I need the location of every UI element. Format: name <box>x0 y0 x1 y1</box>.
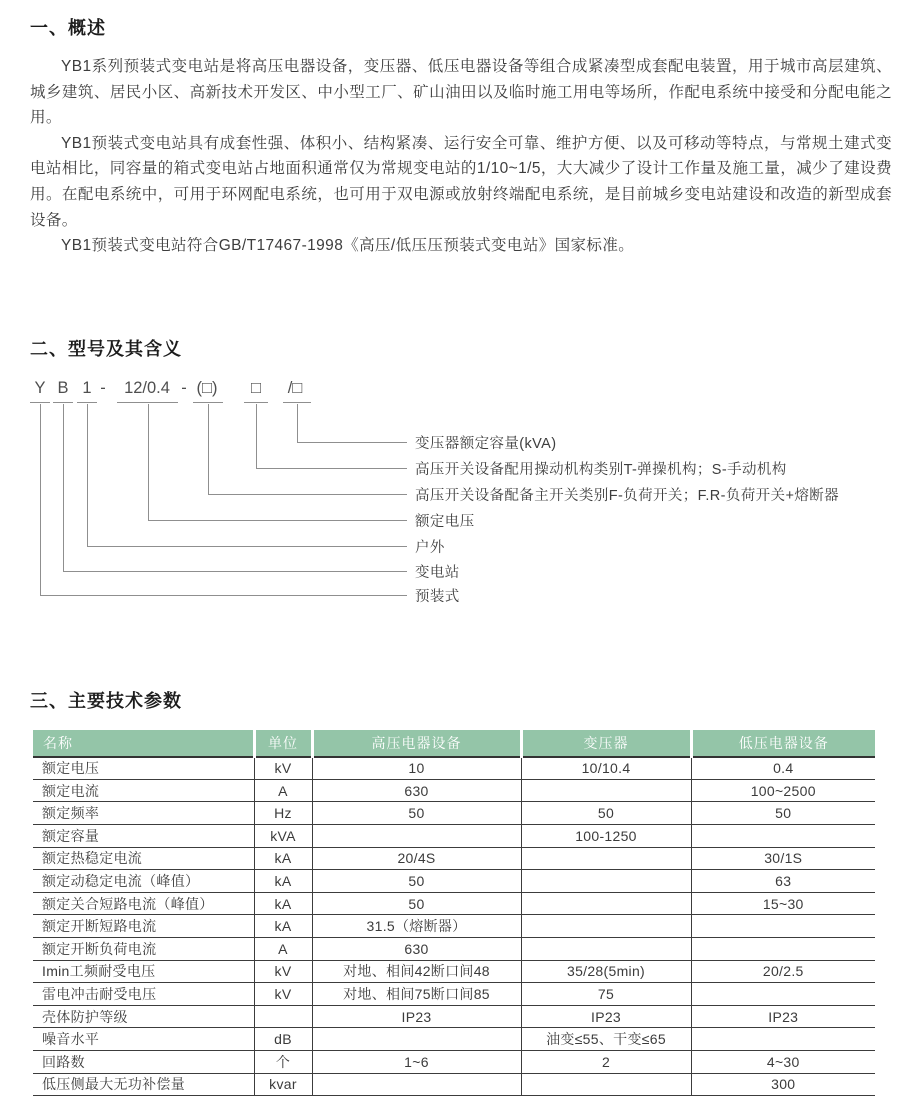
parameter-value-cell: 油变≤55、干变≤65 <box>521 1028 691 1051</box>
table-row <box>33 870 875 893</box>
parameter-name-cell: 低压侧最大无功补偿量 <box>33 1073 254 1096</box>
model-code-segment: - <box>100 378 106 397</box>
branch-line-horizontal <box>256 468 407 469</box>
branch-line-vertical <box>208 404 209 494</box>
parameter-name-cell: 壳体防护等级 <box>33 1005 254 1028</box>
parameter-value-cell: kV <box>254 960 312 983</box>
model-code-segment: □ <box>251 378 261 397</box>
parameter-value-cell: A <box>254 938 312 961</box>
table-row <box>33 847 875 870</box>
parameter-value-cell: 50 <box>312 802 521 825</box>
parameter-value-cell <box>691 938 875 961</box>
code-segment-underline <box>53 402 73 403</box>
branch-line-vertical <box>256 404 257 468</box>
parameter-value-cell: kvar <box>254 1073 312 1096</box>
parameter-name-cell: 额定容量 <box>33 825 254 848</box>
model-code-segment: B <box>57 378 69 397</box>
parameters-table <box>33 730 875 1096</box>
table-header-row <box>33 730 875 757</box>
parameter-value-cell: IP23 <box>521 1005 691 1028</box>
table-row <box>33 960 875 983</box>
parameter-name-cell: 雷电冲击耐受电压 <box>33 983 254 1006</box>
parameter-value-cell <box>691 825 875 848</box>
parameter-name-cell: 额定频率 <box>33 802 254 825</box>
branch-line-vertical <box>63 404 64 571</box>
branch-line-horizontal <box>297 442 407 443</box>
branch-label: 预装式 <box>415 588 460 605</box>
parameter-value-cell: kVA <box>254 825 312 848</box>
parameter-value-cell: 50 <box>521 802 691 825</box>
model-code-segment: (□) <box>196 378 218 397</box>
code-segment-underline <box>193 402 223 403</box>
branch-label: 变电站 <box>415 564 460 581</box>
parameter-name-cell: 额定动稳定电流（峰值） <box>33 870 254 893</box>
parameter-value-cell <box>521 779 691 802</box>
parameter-value-cell: kV <box>254 983 312 1006</box>
parameter-value-cell <box>312 1028 521 1051</box>
parameter-value-cell: 20/4S <box>312 847 521 870</box>
parameter-value-cell: 20/2.5 <box>691 960 875 983</box>
code-segment-underline <box>283 402 311 403</box>
table-header-cell: 变压器 <box>521 730 691 757</box>
parameter-value-cell <box>691 915 875 938</box>
parameter-value-cell <box>521 892 691 915</box>
table-row <box>33 915 875 938</box>
overview-paragraph-1: YB1系列预装式变电站是将高压电器设备，变压器、低压电器设备等组合成紧凑型成套配电装置，用于城市高层建筑、城乡建筑、居民小区、高新技术开发区、中小型工厂、矿山油田以及临时施工用电等场所，作配电系统中接受和分配电能之用。 <box>30 58 892 127</box>
parameter-value-cell <box>521 847 691 870</box>
model-code-diagram <box>0 371 898 621</box>
branch-line-horizontal <box>40 595 407 596</box>
table-body <box>33 757 875 1096</box>
branch-line-horizontal <box>208 494 407 495</box>
parameter-value-cell: 100~2500 <box>691 779 875 802</box>
branch-label: 高压开关设备配用操动机构类别T-弹操机构；S-手动机构 <box>415 461 787 478</box>
parameter-value-cell: IP23 <box>691 1005 875 1028</box>
parameter-value-cell: 30/1S <box>691 847 875 870</box>
parameter-value-cell: Hz <box>254 802 312 825</box>
code-segment-underline <box>244 402 268 403</box>
parameter-name-cell: 回路数 <box>33 1050 254 1073</box>
table-row <box>33 983 875 1006</box>
table-row <box>33 1028 875 1051</box>
table-row <box>33 802 875 825</box>
table-row <box>33 892 875 915</box>
parameter-value-cell: 2 <box>521 1050 691 1073</box>
table-row <box>33 779 875 802</box>
overview-paragraph-2: YB1预装式变电站具有成套性强、体积小、结构紧凑、运行安全可靠、维护方便、以及可移动等特点，与常规土建式变电站相比，同容量的箱式变电站占地面积通常仅为常规变电站的1/10~1/5，大大减少了设计工作量及施工量，减少了建设费用。在配电系统中，可用于环网配电系统，也可用于双电源或放射终端配电系统，是目前城乡变电站建设和改造的新型成套设备。 <box>30 134 892 229</box>
table-row <box>33 825 875 848</box>
table-row <box>33 938 875 961</box>
parameter-name-cell: 额定开断负荷电流 <box>33 938 254 961</box>
parameter-value-cell <box>691 1028 875 1051</box>
parameter-value-cell <box>312 825 521 848</box>
parameter-name-cell: Imin工频耐受电压 <box>33 960 254 983</box>
parameter-value-cell: 300 <box>691 1073 875 1096</box>
model-code-segment: 1 <box>82 378 92 397</box>
parameter-value-cell: 75 <box>521 983 691 1006</box>
parameter-value-cell: 15~30 <box>691 892 875 915</box>
branch-label: 变压器额定容量(kVA) <box>415 435 557 452</box>
parameter-value-cell: kA <box>254 915 312 938</box>
section-heading-overview: 一、概述 <box>30 18 106 38</box>
code-segment-underline <box>30 402 50 403</box>
branch-line-vertical <box>40 404 41 595</box>
table-row <box>33 1073 875 1096</box>
parameter-value-cell: A <box>254 779 312 802</box>
parameter-value-cell: IP23 <box>312 1005 521 1028</box>
branch-line-horizontal <box>87 546 407 547</box>
parameter-value-cell: 50 <box>312 870 521 893</box>
model-code-segment: /□ <box>287 378 303 397</box>
parameter-value-cell: 对地、相间75断口间85 <box>312 983 521 1006</box>
model-code-segment: 12/0.4 <box>124 378 170 397</box>
parameter-value-cell: 50 <box>312 892 521 915</box>
parameter-value-cell: 63 <box>691 870 875 893</box>
parameter-value-cell: kA <box>254 847 312 870</box>
branch-line-horizontal <box>63 571 407 572</box>
table-head <box>33 730 875 757</box>
branch-label: 高压开关设备配备主开关类别F-负荷开关；F.R-负荷开关+熔断器 <box>415 487 840 504</box>
parameter-value-cell: 1~6 <box>312 1050 521 1073</box>
parameter-value-cell: 630 <box>312 779 521 802</box>
code-segment-underline <box>117 402 178 403</box>
model-code-segment: - <box>181 378 187 397</box>
parameter-value-cell: 个 <box>254 1050 312 1073</box>
table-header-cell: 低压电器设备 <box>691 730 875 757</box>
parameter-value-cell: 100-1250 <box>521 825 691 848</box>
section-heading-parameters: 三、主要技术参数 <box>30 690 182 711</box>
parameter-value-cell <box>521 938 691 961</box>
parameter-value-cell: 4~30 <box>691 1050 875 1073</box>
overview-body <box>30 54 892 259</box>
parameter-value-cell <box>521 915 691 938</box>
table-header-cell: 高压电器设备 <box>312 730 521 757</box>
branch-line-vertical <box>297 404 298 442</box>
parameter-value-cell: kA <box>254 892 312 915</box>
parameter-value-cell: 630 <box>312 938 521 961</box>
parameter-value-cell: 10 <box>312 757 521 780</box>
overview-paragraph-3: YB1预装式变电站符合GB/T17467-1998《高压/低压压预装式变电站》国家标准。 <box>61 237 635 255</box>
parameter-name-cell: 额定电流 <box>33 779 254 802</box>
branch-label: 户外 <box>415 539 445 556</box>
parameter-value-cell <box>521 1073 691 1096</box>
table-header-cell: 名称 <box>33 730 254 757</box>
parameter-value-cell: 0.4 <box>691 757 875 780</box>
parameter-value-cell: kA <box>254 870 312 893</box>
parameter-value-cell <box>312 1073 521 1096</box>
parameter-name-cell: 噪音水平 <box>33 1028 254 1051</box>
parameter-value-cell: 50 <box>691 802 875 825</box>
parameter-value-cell <box>521 870 691 893</box>
branch-line-horizontal <box>148 520 407 521</box>
parameter-value-cell: 31.5（熔断器） <box>312 915 521 938</box>
parameter-name-cell: 额定电压 <box>33 757 254 780</box>
parameter-value-cell: 10/10.4 <box>521 757 691 780</box>
parameter-name-cell: 额定关合短路电流（峰值） <box>33 892 254 915</box>
parameter-value-cell: 对地、相间42断口间48 <box>312 960 521 983</box>
model-code-segment: Y <box>34 378 46 397</box>
parameter-value-cell <box>254 1005 312 1028</box>
parameter-value-cell: kV <box>254 757 312 780</box>
page <box>0 14 898 1093</box>
parameter-name-cell: 额定热稳定电流 <box>33 847 254 870</box>
parameter-value-cell <box>691 983 875 1006</box>
parameter-value-cell: dB <box>254 1028 312 1051</box>
section-heading-model: 二、型号及其含义 <box>30 338 182 359</box>
branch-line-vertical <box>148 404 149 520</box>
table-row <box>33 1005 875 1028</box>
table-header-cell: 单位 <box>254 730 312 757</box>
code-segment-underline <box>77 402 97 403</box>
branch-label: 额定电压 <box>415 513 475 530</box>
parameter-name-cell: 额定开断短路电流 <box>33 915 254 938</box>
table-row <box>33 757 875 780</box>
table-row <box>33 1050 875 1073</box>
branch-line-vertical <box>87 404 88 546</box>
parameter-value-cell: 35/28(5min) <box>521 960 691 983</box>
